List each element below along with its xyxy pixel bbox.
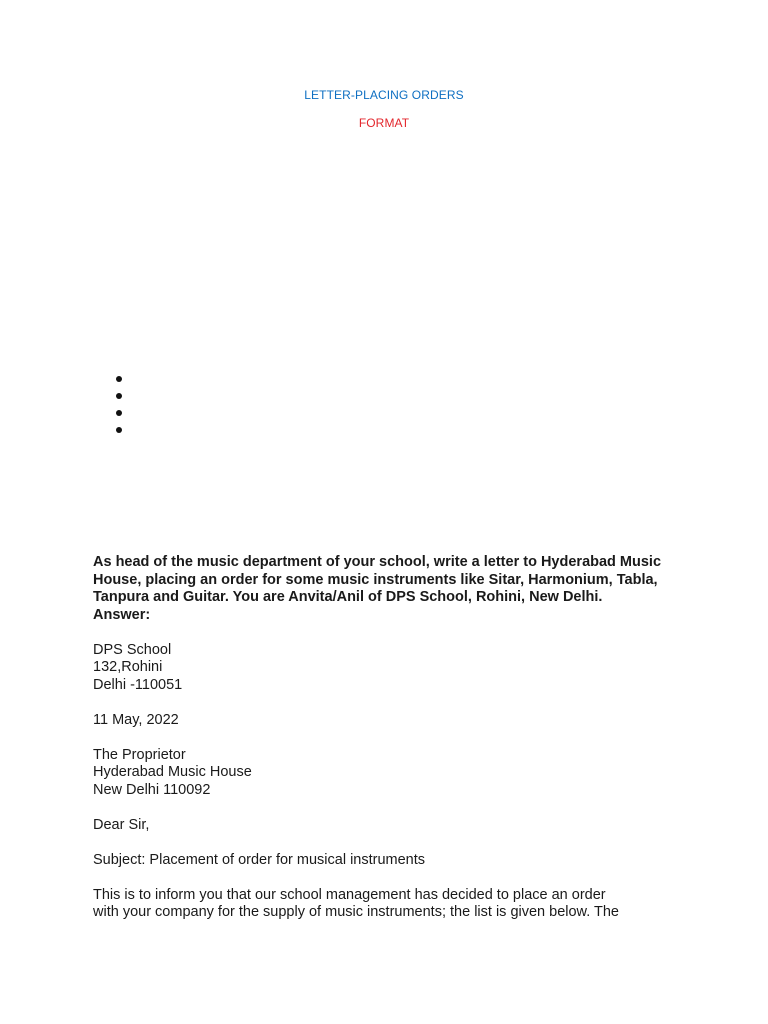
sender-line: DPS School [93, 641, 172, 658]
letter-date-block [93, 694, 683, 729]
salutation: Dear Sir, [93, 816, 150, 833]
bullet-point [116, 410, 122, 416]
sender-line: 132,Rohini [93, 659, 163, 675]
body-line: with your company for the supply of music instruments; the list is given below. The [93, 904, 620, 920]
document-content [93, 554, 683, 922]
letter-date: 11 May, 2022 [93, 711, 179, 728]
document-subtitle: FORMAT [358, 116, 410, 130]
sender-address [93, 624, 683, 694]
question-text: As head of the music department of your school, write a letter to Hyderabad Music House, placing an order for some music instruments like Sitar, Harmonium, Tabla, Tanpura and Guitar. You are Anvita/Anil of DPS School, Rohini, New Delhi. [93, 554, 662, 605]
document-title: LETTER-PLACING ORDERS [304, 88, 464, 102]
bullet-point [116, 376, 122, 382]
body-paragraph [93, 869, 683, 922]
question-block [93, 554, 683, 624]
bullet-point [116, 427, 122, 433]
body-line: This is to inform you that our school management has decided to place an order [93, 886, 606, 903]
bullet-point [116, 393, 122, 399]
recipient-address [93, 729, 683, 799]
recipient-line: Hyderabad Music House [93, 764, 252, 780]
recipient-line: The Proprietor [93, 746, 186, 763]
recipient-line: New Delhi 110092 [93, 781, 211, 798]
empty-bullet-list [116, 376, 122, 444]
subject-block [93, 834, 683, 869]
subject-line: Subject: Placement of order for musical instruments [93, 851, 426, 868]
sender-line: Delhi -110051 [93, 676, 183, 693]
answer-label: Answer: [93, 606, 151, 623]
salutation-block [93, 799, 683, 834]
